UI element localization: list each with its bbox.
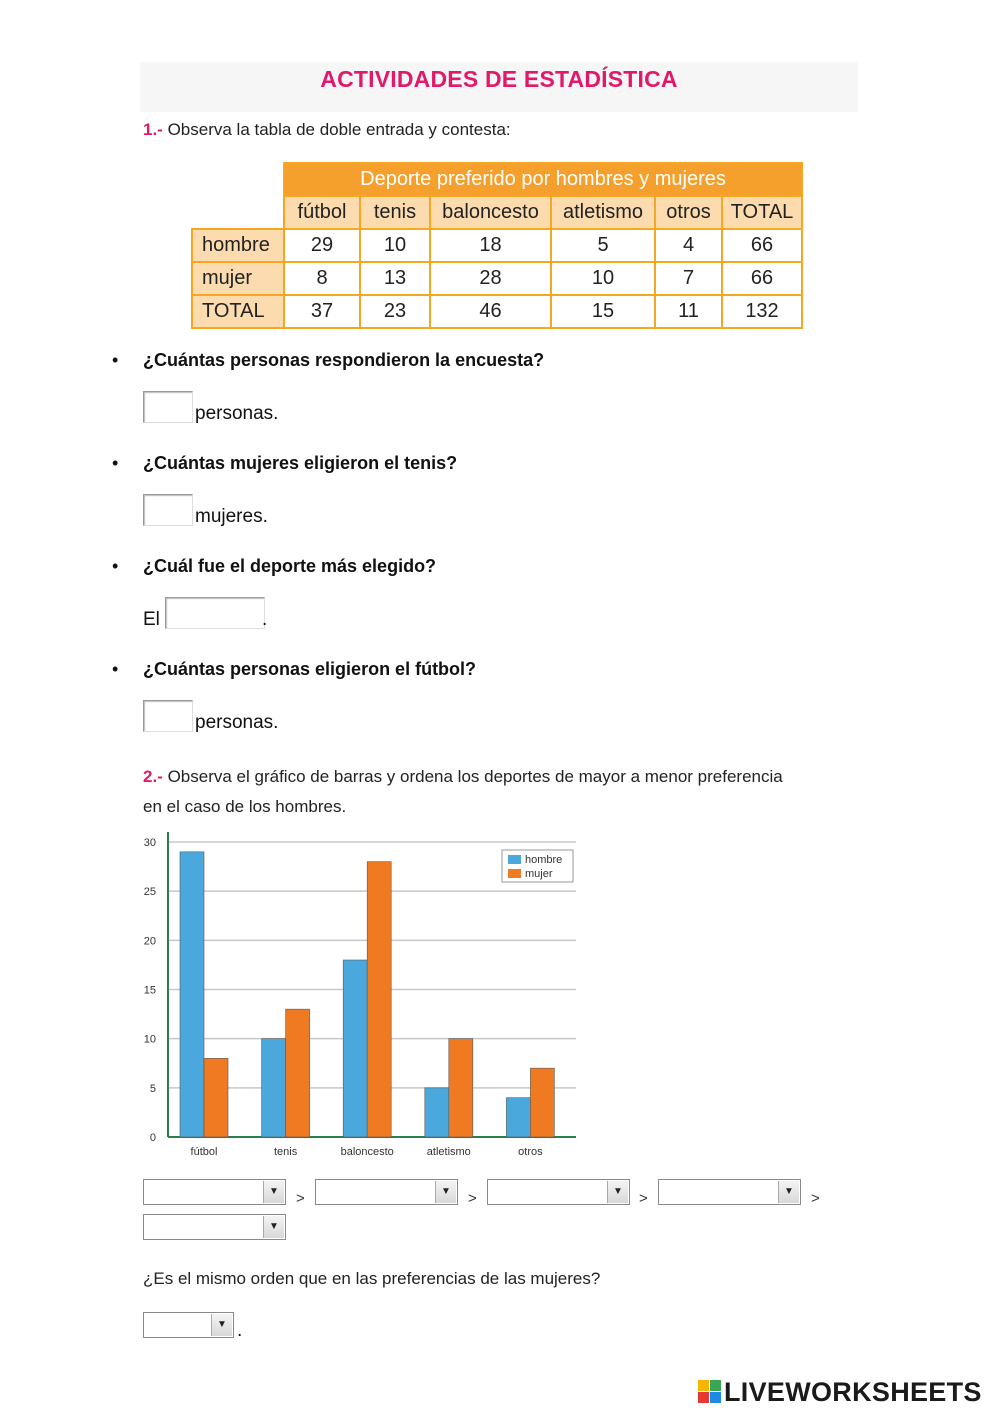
section2-question: ¿Es el mismo orden que en las preferencias de las mujeres? <box>143 1269 601 1288</box>
answer-4-suffix: personas. <box>195 712 279 733</box>
question-4: ¿Cuántas personas eligieron el fútbol? <box>143 659 477 679</box>
bar-mujer <box>449 1039 473 1137</box>
answer-1-suffix: personas. <box>195 403 279 424</box>
bar-chart <box>130 828 590 1164</box>
y-tick-label: 5 <box>149 1082 156 1095</box>
y-tick-label: 0 <box>149 1132 156 1144</box>
table-row-label: mujer <box>192 262 284 295</box>
table-cell: 18 <box>430 229 551 262</box>
table-col-header: tenis <box>360 196 430 229</box>
greater-than: > <box>639 1190 648 1207</box>
section1-instruction: Observa la tabla de doble entrada y contesta: <box>167 120 511 139</box>
title-band <box>140 62 858 112</box>
chevron-down-icon: ▼ <box>435 1181 456 1203</box>
y-tick-label: 20 <box>143 935 156 948</box>
question-1: ¿Cuántas personas respondieron la encuesta? <box>143 350 545 370</box>
chevron-down-icon: ▼ <box>263 1181 284 1203</box>
table-col-header: atletismo <box>551 196 655 229</box>
answer-3-prefix: El <box>143 609 160 630</box>
table-cell: 66 <box>722 229 802 262</box>
answer-3-input[interactable] <box>165 597 268 630</box>
greater-than: > <box>296 1190 305 1207</box>
answer-3-suffix: . <box>262 609 268 630</box>
liveworksheets-logo <box>698 1376 982 1408</box>
bar-hombre <box>262 1039 286 1137</box>
section1-number: 1.- <box>143 120 163 139</box>
table-col-header: otros <box>655 196 722 229</box>
section1-intro <box>143 120 511 140</box>
table-cell: 15 <box>551 295 655 328</box>
section2-question-suffix: . <box>237 1320 243 1341</box>
order-select-2[interactable] <box>315 1179 458 1205</box>
answer-2-suffix: mujeres. <box>195 506 268 527</box>
x-tick-label: otros <box>518 1146 543 1158</box>
greater-than: > <box>468 1190 477 1207</box>
sports-table <box>191 162 803 329</box>
table-cell: 23 <box>360 295 430 328</box>
x-tick-label: tenis <box>273 1146 298 1158</box>
y-tick-label: 15 <box>143 984 156 997</box>
y-tick-label: 10 <box>143 1033 156 1046</box>
table-cell: 46 <box>430 295 551 328</box>
logo-text: LIVEWORKSHEETS <box>724 1376 982 1407</box>
order-select-5[interactable] <box>143 1214 286 1240</box>
bar-mujer <box>367 862 391 1137</box>
table-cell: 10 <box>360 229 430 262</box>
table-cell: 13 <box>360 262 430 295</box>
legend-label: hombre <box>525 854 563 866</box>
table-corner <box>192 196 284 229</box>
page-title: ACTIVIDADES DE ESTADÍSTICA <box>320 66 678 92</box>
chevron-down-icon: ▼ <box>607 1181 628 1203</box>
section2-number: 2.- <box>143 767 163 786</box>
section2-instruction-line2: en el caso de los hombres. <box>143 797 347 816</box>
greater-than: > <box>811 1190 820 1207</box>
table-col-header: baloncesto <box>430 196 551 229</box>
table-cell: 132 <box>722 295 802 328</box>
order-select-3[interactable] <box>487 1179 630 1205</box>
table-cell: 8 <box>284 262 360 295</box>
table-corner <box>192 163 284 196</box>
chevron-down-icon: ▼ <box>211 1314 232 1336</box>
table-caption: Deporte preferido por hombres y mujeres <box>284 163 802 196</box>
bar-hombre <box>425 1088 449 1137</box>
answer-2-input[interactable] <box>143 494 193 526</box>
table-row <box>192 262 802 295</box>
legend-swatch <box>508 869 521 878</box>
table-row-label: hombre <box>192 229 284 262</box>
table-cell: 7 <box>655 262 722 295</box>
answer-4-input[interactable] <box>143 700 193 732</box>
legend-label: mujer <box>525 868 553 880</box>
table-cell: 5 <box>551 229 655 262</box>
y-tick-label: 25 <box>143 886 156 899</box>
legend-swatch <box>508 855 521 864</box>
table-cell: 66 <box>722 262 802 295</box>
bar-hombre <box>343 960 367 1137</box>
chevron-down-icon: ▼ <box>263 1216 284 1238</box>
bar-mujer <box>530 1068 554 1137</box>
chevron-down-icon: ▼ <box>778 1181 799 1203</box>
table-cell: 11 <box>655 295 722 328</box>
bar-hombre <box>506 1098 530 1137</box>
answer-1-input[interactable] <box>143 391 193 423</box>
bar-mujer <box>204 1058 228 1137</box>
table-row <box>192 229 802 262</box>
question-3: ¿Cuál fue el deporte más elegido? <box>143 556 437 576</box>
y-tick-label: 30 <box>143 837 156 849</box>
table-cell: 10 <box>551 262 655 295</box>
table-cell: 29 <box>284 229 360 262</box>
table-col-header: TOTAL <box>722 196 802 229</box>
table-row-label: TOTAL <box>192 295 284 328</box>
bar-mujer <box>286 1009 310 1137</box>
section2-intro <box>143 762 863 822</box>
x-tick-label: baloncesto <box>340 1146 394 1158</box>
table-col-header: fútbol <box>284 196 360 229</box>
bullet: • <box>112 453 119 473</box>
same-order-select[interactable] <box>143 1312 234 1338</box>
table-cell: 37 <box>284 295 360 328</box>
table-row <box>192 295 802 328</box>
x-tick-label: fútbol <box>190 1146 218 1158</box>
bullet: • <box>112 350 119 370</box>
table-cell: 28 <box>430 262 551 295</box>
section2-instruction-line1: Observa el gráfico de barras y ordena los deportes de mayor a menor preferencia <box>167 767 783 786</box>
liveworksheets-logo-icon <box>698 1380 722 1404</box>
bullet: • <box>112 659 119 679</box>
bullet: • <box>112 556 119 576</box>
bar-hombre <box>180 852 204 1137</box>
x-tick-label: atletismo <box>426 1146 471 1158</box>
question-2: ¿Cuántas mujeres eligieron el tenis? <box>143 453 458 473</box>
table-cell: 4 <box>655 229 722 262</box>
order-select-1[interactable] <box>143 1179 286 1205</box>
order-select-4[interactable] <box>658 1179 801 1205</box>
